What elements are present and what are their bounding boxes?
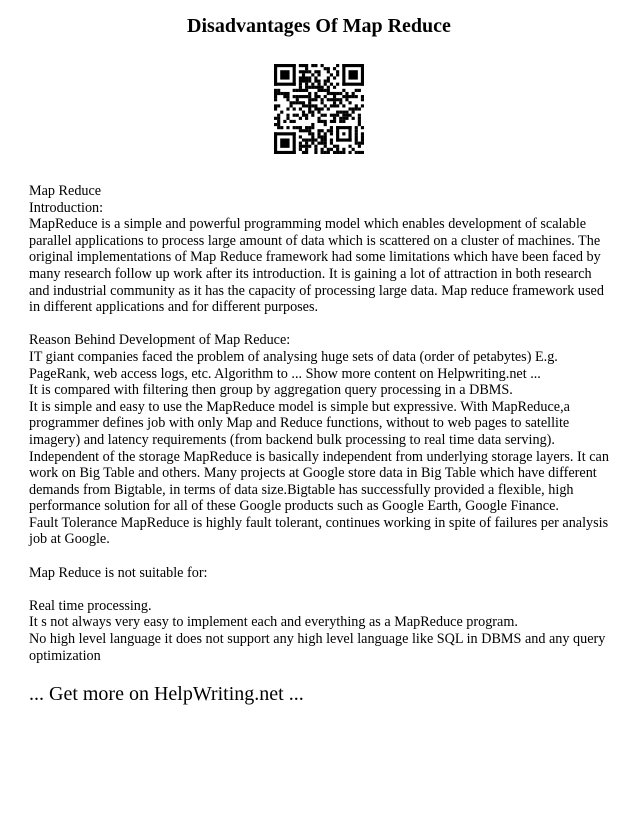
paragraph: Map Reduce is not suitable for:	[29, 564, 208, 581]
section-limitations	[29, 598, 609, 664]
qr-code-icon	[274, 64, 364, 154]
document-title: Disadvantages Of Map Reduce	[187, 15, 451, 37]
paragraph: Real time processing.	[29, 597, 152, 614]
paragraph: Independent of the storage MapReduce is basically independent from underlying storage layers. It can work on Big Table and others. Many projects at Google store data in Big Table which have different demands from Bigtable, in terms of data size.Bigtable has successfully provided a flexible, high performance solution for all of these Google products such as Google Earth, Google Finance.	[29, 448, 609, 515]
paragraph: Map Reduce	[29, 183, 102, 199]
paragraph: Reason Behind Development of Map Reduce:	[29, 332, 291, 349]
paragraph: Introduction:	[29, 199, 104, 216]
section-introduction	[29, 183, 609, 316]
paragraph: Fault Tolerance MapReduce is highly fault tolerant, continues working in spite of failures per analysis job at Google.	[29, 514, 609, 548]
paragraph: It s not always very easy to implement each and everything as a MapReduce program.	[29, 614, 518, 631]
section-not-suitable	[29, 565, 609, 582]
paragraph: IT giant companies faced the problem of analysing huge sets of data (order of petabytes) E.g. PageRank, web access logs, etc. Algorithm to ... Show more content on Helpwriting.net ...	[29, 348, 558, 382]
paragraph: It is simple and easy to use the MapReduce model is simple but expressive. With MapReduce,a programmer defines job with only Map and Reduce functions, without to web pages to satellite imagery) and latency requirements (from backend bulk processing to real time data serving).	[29, 398, 570, 448]
get-more-link[interactable]: ... Get more on HelpWriting.net ...	[29, 683, 304, 706]
paragraph: MapReduce is a simple and powerful programming model which enables development of scalable parallel applications to process large amount of data which is scattered on a cluster of machines. The original implementations of Map Reduce framework had some limitations which have been faced by many research follow up work after its introduction. It is gaining a lot of attraction in both research and industrial community as it has the capacity of processing large data. Map reduce framework used in different applications and for different purposes.	[29, 216, 604, 316]
paragraph: No high level language it does not support any high level language like SQL in DBMS and any query optimization	[29, 631, 606, 664]
paragraph: It is compared with filtering then group by aggregation query processing in a DBMS.	[29, 382, 513, 399]
section-reason	[29, 332, 609, 548]
document-body	[29, 183, 609, 706]
